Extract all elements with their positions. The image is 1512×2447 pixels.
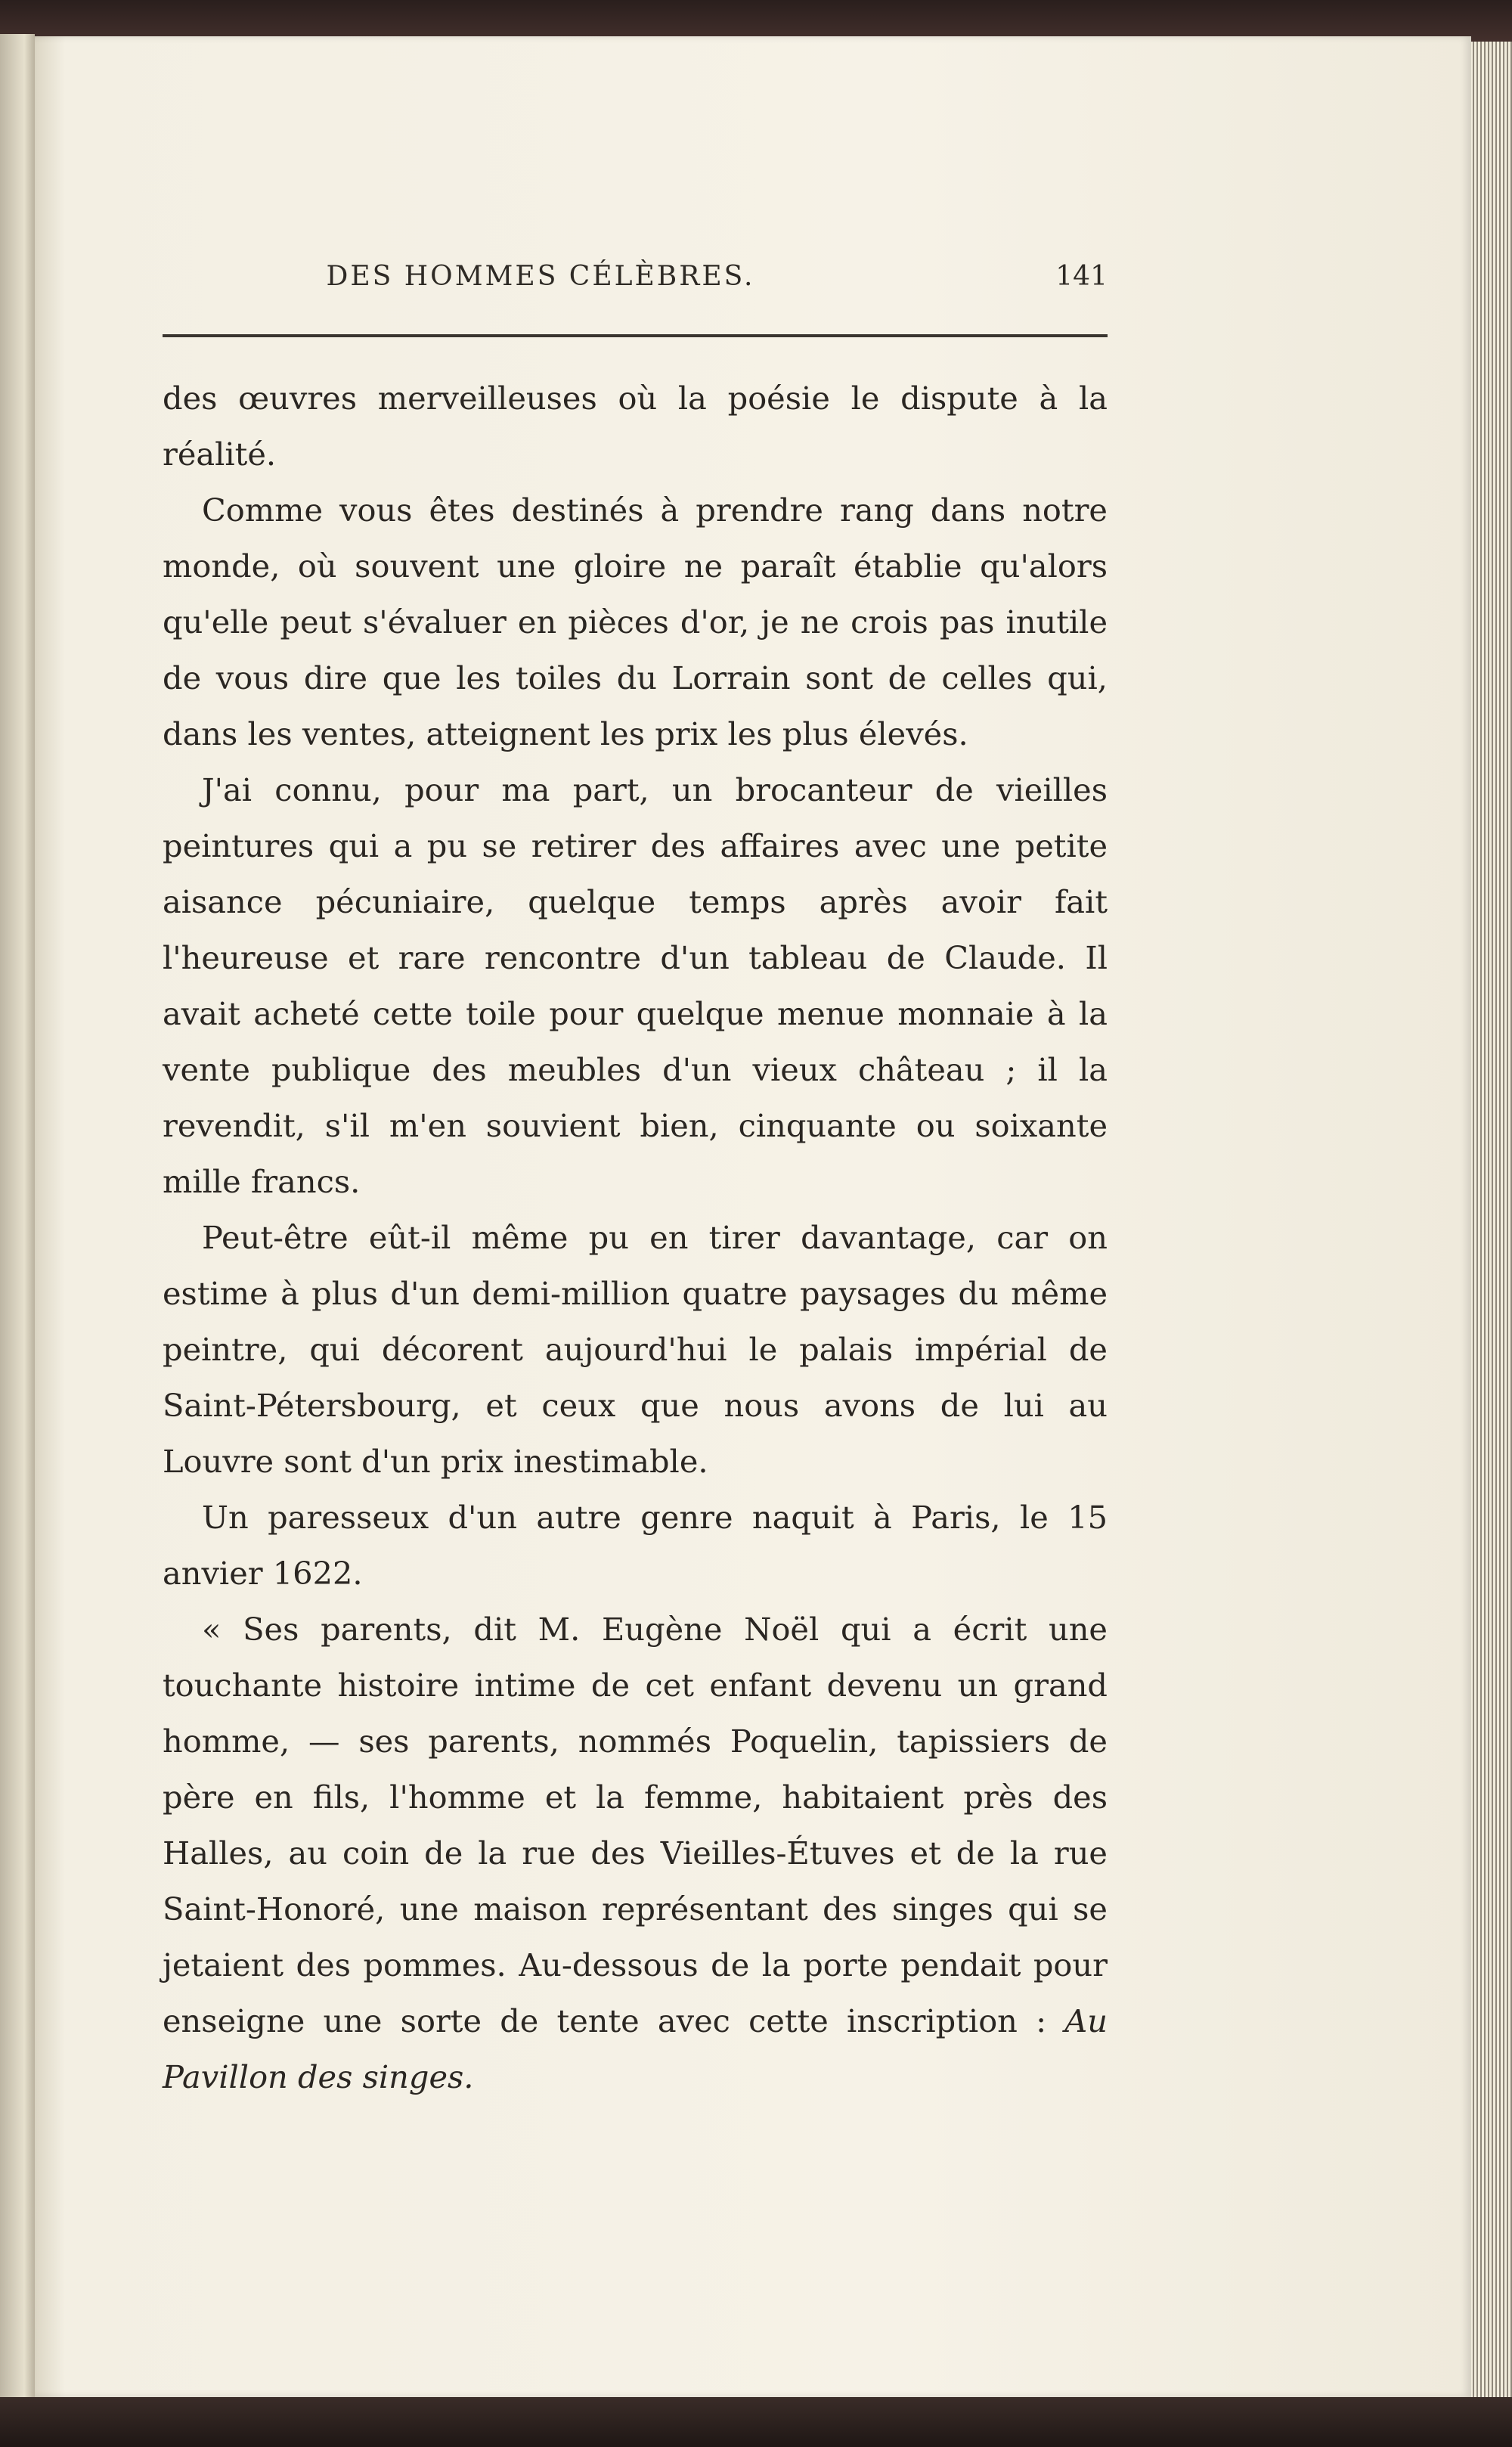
quote-text: « Ses parents, dit M. Eugène Noël qui a écrit une touchante histoire intime de cet enfant devenu un grand homme, — ses parents, nommés Poquelin, tapissiers de père en fils, l'homme et la femme, habitaient près des Halles, au coin de la rue des Vieilles-Étuves et de la rue Saint-Honoré, une maison représentant des singes qui se jetaient des pommes. Au-dessous de la porte pendait pour enseigne une sorte de tente avec cette inscription : xyxy=(163,1611,1108,2039)
paragraph-quote xyxy=(163,1602,1108,2105)
paragraph: J'ai connu, pour ma part, un brocanteur de vieilles peintures qui a pu se retirer des affaires avec une petite aisance pécuniaire, quelque temps après avoir fait l'heureuse et rare rencontre d'un tableau de Claude. Il avait acheté cette toile pour quelque menue monnaie à la vente publique des meubles d'un vieux château ; il la revendit, s'il m'en souvient bien, cinquante ou soixante mille francs. xyxy=(163,771,1108,1200)
facing-page-edge xyxy=(0,34,35,2397)
book-bottom-edge xyxy=(0,2397,1512,2447)
running-head xyxy=(163,261,1108,306)
paragraph-continuation: des œuvres merveilleuses où la poésie le dispute à la réalité. xyxy=(163,380,1108,473)
page-stack-edge xyxy=(1470,42,1512,2401)
page-number: 141 xyxy=(1055,261,1108,292)
paragraph: Peut-être eût-il même pu en tirer davantage, car on estime à plus d'un demi-million quatre paysages du même peintre, qui décorent aujourd'hui le palais impérial de Saint-Pétersbourg, et ceux que nous avons de lui au Louvre sont d'un prix inestimable. xyxy=(163,1219,1108,1480)
header-rule xyxy=(163,334,1108,337)
sign-inscription: Au Pavillon des singes. xyxy=(163,2002,1108,2095)
paragraph: Un paresseux d'un autre genre naquit à Paris, le 15 anvier 1622. xyxy=(163,1499,1108,1592)
body-text xyxy=(163,371,1108,2105)
paragraph: Comme vous êtes destinés à prendre rang dans notre monde, où souvent une gloire ne paraît établie qu'alors qu'elle peut s'évaluer en pièces d'or, je ne crois pas inutile de vous dire que les toiles du Lorrain sont de celles qui, dans les ventes, atteignent les prix les plus élevés. xyxy=(163,492,1108,752)
running-title: DES HOMMES CÉLÈBRES. xyxy=(326,261,755,292)
